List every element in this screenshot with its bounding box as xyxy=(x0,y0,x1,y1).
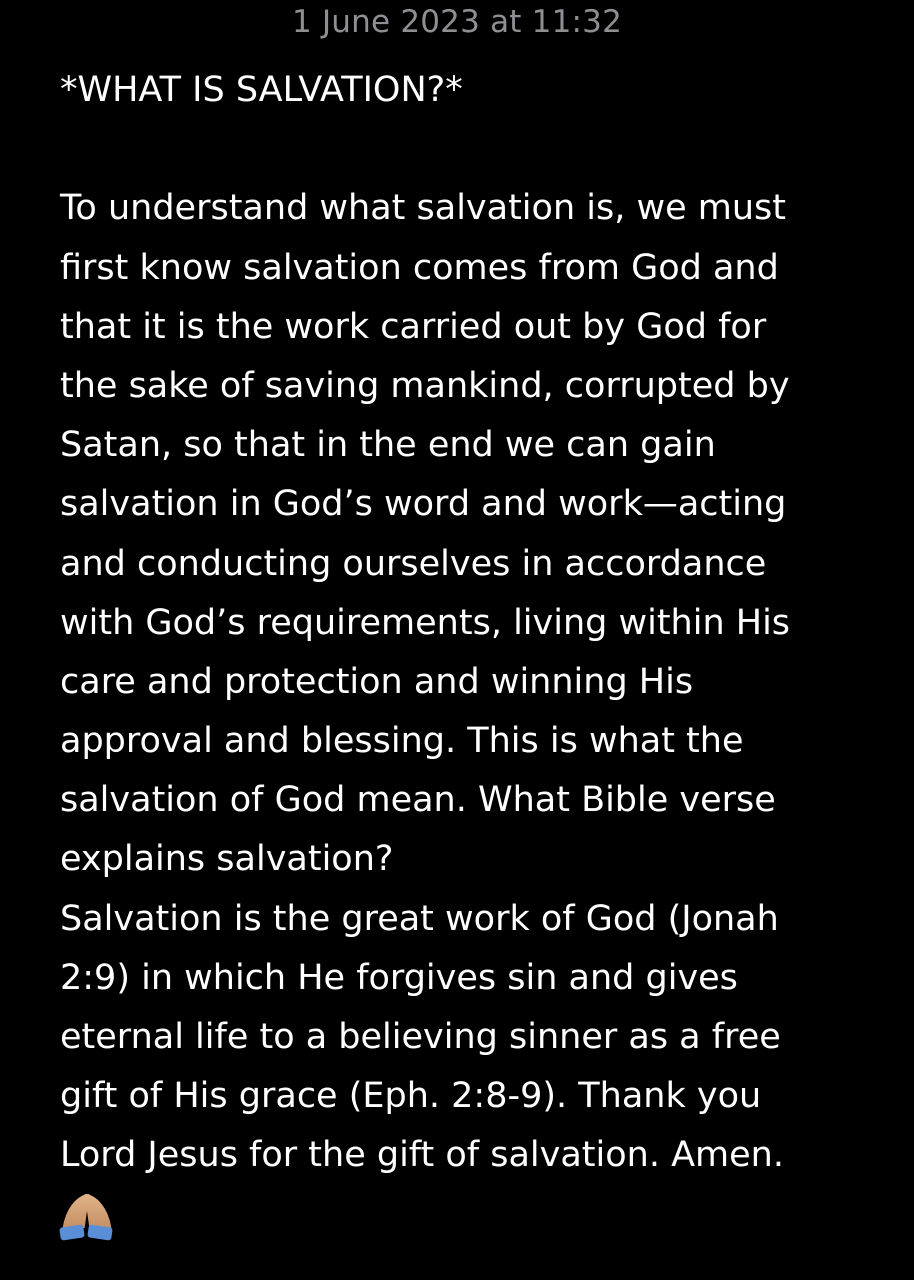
note-line: first know salvation comes from God and xyxy=(60,247,779,288)
note-line: that it is the work carried out by God for xyxy=(60,306,767,347)
note-line: Lord Jesus for the gift of salvation. Amen. xyxy=(60,1135,784,1176)
note-line: eternal life to a believing sinner as a free xyxy=(60,1017,781,1057)
praying-hands-right-sleeve xyxy=(87,1224,113,1240)
note-timestamp: 1 June 2023 at 11:32 xyxy=(291,4,623,40)
note-line: explains salvation? xyxy=(60,839,394,880)
note-body[interactable] xyxy=(60,61,890,1240)
note-line: To understand what salvation is, we must xyxy=(60,188,786,229)
blank-line xyxy=(60,120,890,179)
note-line: approval and blessing. This is what the xyxy=(60,721,744,762)
praying-hands-left-sleeve xyxy=(59,1224,85,1240)
note-line: the sake of saving mankind, corrupted by xyxy=(60,365,790,406)
note-line: gift of His grace (Eph. 2:8-9). Thank you xyxy=(60,1076,762,1117)
note-line: salvation in God’s word and work—acting xyxy=(60,484,787,525)
praying-hands-icon xyxy=(60,1194,114,1240)
note-line: Salvation is the great work of God (Jonah xyxy=(60,898,779,939)
praying-hands-right-hand xyxy=(85,1194,112,1228)
note-line: with God’s requirements, living within His xyxy=(60,602,791,643)
note-line: Satan, so that in the end we can gain xyxy=(60,425,716,466)
note-line: salvation of God mean. What Bible verse xyxy=(60,780,776,821)
note-line: 2:9) in which He forgives sin and gives xyxy=(60,957,738,998)
note-line: care and protection and winning His xyxy=(60,661,694,702)
note-title: *WHAT IS SALVATION?* xyxy=(60,70,463,110)
note-line: and conducting ourselves in accordance xyxy=(60,543,767,584)
